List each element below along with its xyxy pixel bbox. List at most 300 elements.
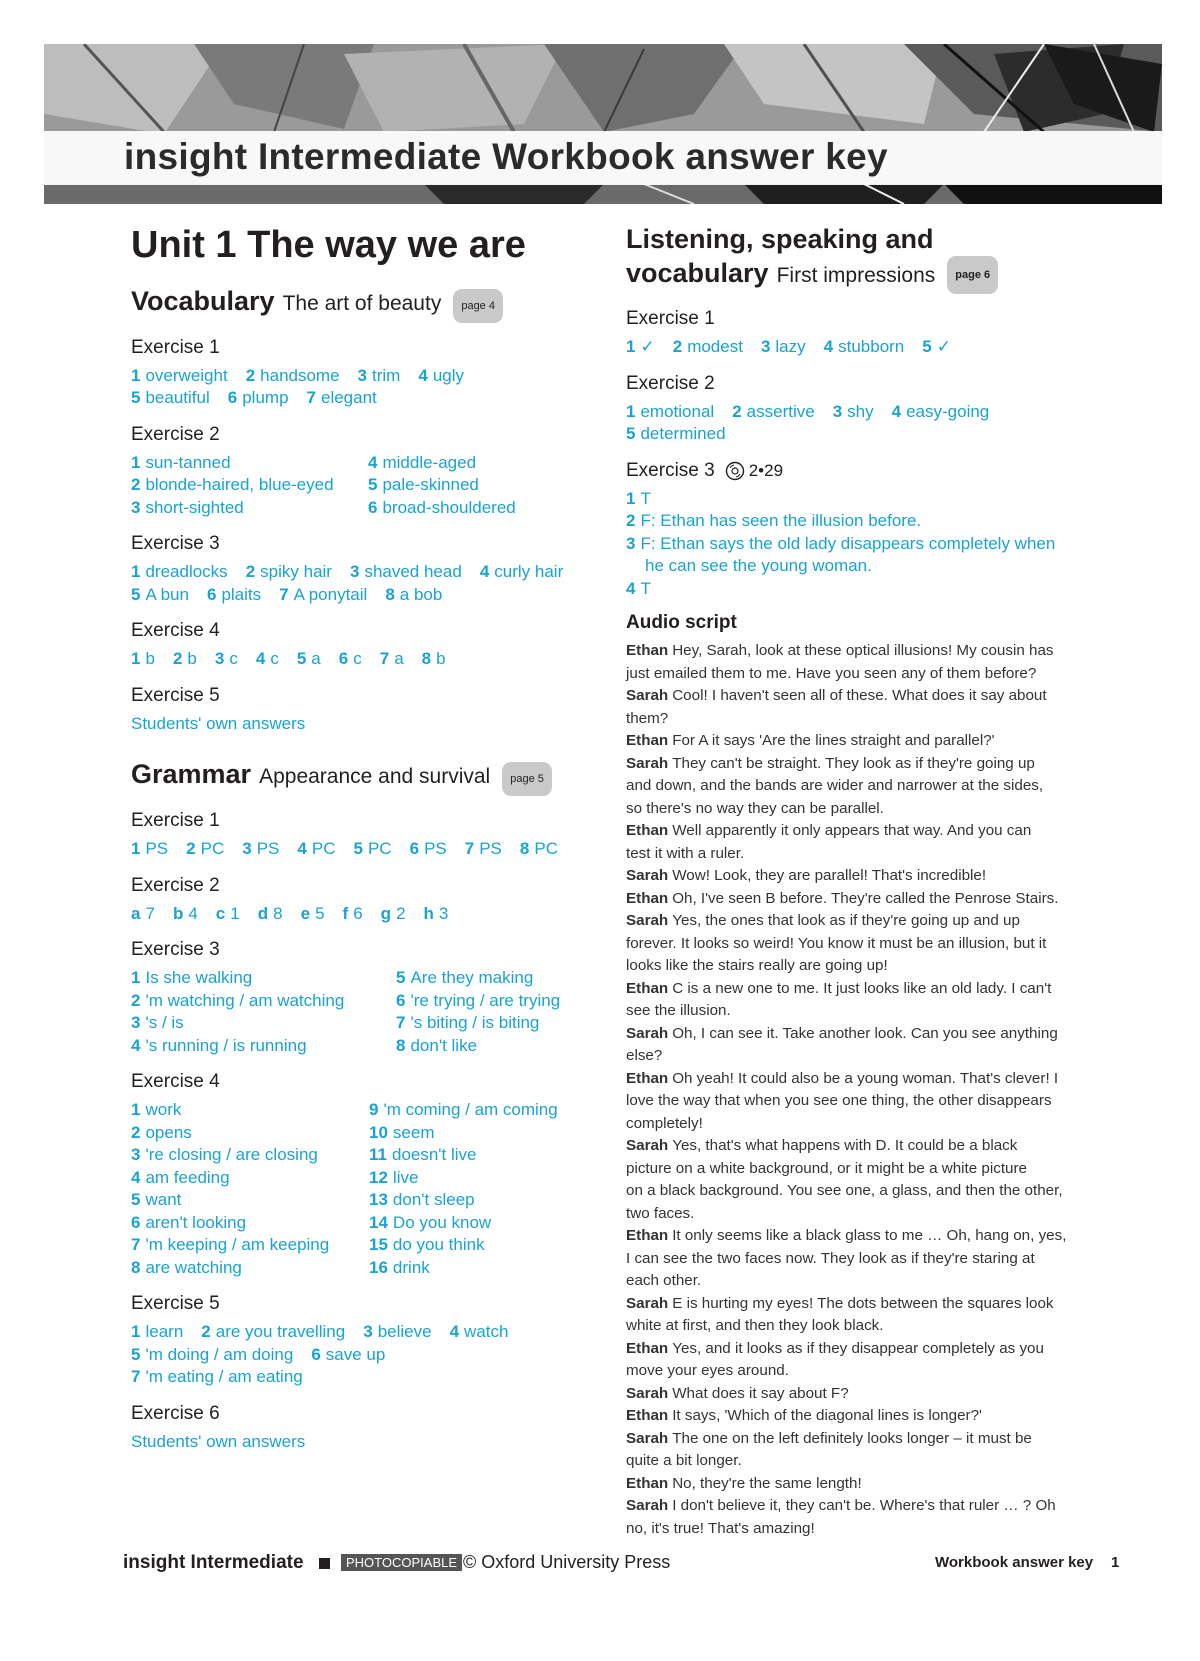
answer-number: d bbox=[257, 903, 269, 923]
speaker-name: Sarah bbox=[626, 867, 669, 884]
answer-line bbox=[396, 1035, 596, 1058]
answer-item bbox=[626, 402, 714, 421]
answer-number: 7 bbox=[306, 388, 316, 408]
answer-number: 1 bbox=[131, 968, 141, 988]
answer-line bbox=[369, 1212, 589, 1235]
audio-cd-icon bbox=[725, 461, 745, 481]
answer-line bbox=[368, 452, 588, 475]
answer-line bbox=[131, 1035, 396, 1058]
answer-line bbox=[131, 1122, 369, 1145]
answer-text: shy bbox=[847, 401, 874, 421]
exercise-title: Exercise 5 bbox=[131, 1293, 220, 1315]
answer-text: Students' own answers bbox=[131, 1431, 306, 1451]
exercise-title: Exercise 4 bbox=[131, 620, 220, 642]
answer-text: PC bbox=[200, 839, 225, 859]
answer-text: Students' own answers bbox=[131, 713, 306, 733]
answer-text: 2 bbox=[396, 903, 406, 923]
speech-text: just emailed them to me. Have you seen any of them before? bbox=[626, 664, 1037, 682]
answer-item bbox=[343, 904, 363, 923]
answer-number: 6 bbox=[206, 584, 217, 604]
answer-line bbox=[131, 1167, 369, 1190]
answer-number: a bbox=[131, 903, 141, 923]
answers-two-column bbox=[131, 967, 591, 1057]
answer-line bbox=[626, 578, 1086, 601]
speech-text: quite a bit longer. bbox=[626, 1452, 742, 1469]
answer-text: Do you know bbox=[392, 1212, 492, 1232]
answer-line bbox=[368, 497, 588, 520]
script-turn bbox=[626, 865, 1086, 888]
answer-text: shaved head bbox=[364, 562, 462, 582]
answer-item bbox=[131, 366, 228, 385]
answer-number: 1 bbox=[131, 649, 141, 669]
footer-brand: insight Intermediate bbox=[123, 1552, 304, 1573]
answers bbox=[131, 648, 591, 671]
answer-item bbox=[201, 1322, 345, 1341]
answer-text: 6 bbox=[353, 903, 363, 923]
answer-text: 3 bbox=[438, 903, 449, 923]
answer-number: b bbox=[172, 903, 184, 923]
answer-text: blonde-haired, blue-eyed bbox=[145, 475, 334, 495]
answer-line bbox=[131, 1144, 369, 1167]
answer-text: are watching bbox=[145, 1257, 242, 1277]
script-turn bbox=[626, 1293, 1086, 1338]
answer-line bbox=[369, 1122, 589, 1145]
answer-line bbox=[131, 967, 396, 990]
script-turn bbox=[626, 640, 1086, 685]
answer-item bbox=[131, 453, 231, 472]
answer-number: h bbox=[423, 903, 434, 923]
header-banner bbox=[44, 44, 1162, 204]
answer-number: 1 bbox=[131, 839, 141, 859]
answer-text: emotional bbox=[640, 401, 715, 421]
answer-item bbox=[369, 1123, 435, 1142]
answer-text: opens bbox=[145, 1122, 192, 1142]
answer-text: 're closing / are closing bbox=[145, 1145, 318, 1165]
answer-text: overweight bbox=[145, 365, 228, 385]
answer-text: beautiful bbox=[145, 388, 210, 408]
section-subtitle: First impressions bbox=[776, 264, 936, 288]
answers bbox=[626, 336, 1086, 359]
answer-text: pale-skinned bbox=[382, 475, 479, 495]
answer-number: 8 bbox=[131, 1257, 141, 1277]
speech-text: It says, 'Which of the diagonal lines is longer?' bbox=[672, 1407, 982, 1424]
answer-line bbox=[626, 488, 1086, 511]
answer-number: 7 bbox=[131, 1367, 141, 1387]
answer-text: middle-aged bbox=[382, 452, 477, 472]
answer-item bbox=[131, 388, 210, 407]
speaker-name: Sarah bbox=[626, 1384, 669, 1402]
answer-item bbox=[369, 1145, 477, 1164]
speaker-name: Sarah bbox=[626, 754, 669, 772]
answer-item bbox=[380, 649, 404, 668]
speech-text: love the way that when you see one thing, the other disappears bbox=[626, 1092, 1052, 1109]
answer-text: want bbox=[145, 1190, 182, 1210]
answer-number: 3 bbox=[760, 337, 771, 356]
speech-text: Yes, the ones that look as if they're going up and up bbox=[672, 912, 1020, 929]
speaker-name: Sarah bbox=[626, 1137, 669, 1154]
answer-number: 3 bbox=[214, 649, 225, 669]
answer-text: Is she walking bbox=[145, 968, 253, 988]
answer-item bbox=[131, 1013, 184, 1032]
exercise-title: Exercise 1 bbox=[626, 308, 715, 329]
answer-text: 'm coming / am coming bbox=[383, 1100, 558, 1120]
exercise-title: Exercise 1 bbox=[131, 810, 220, 832]
answer-number: 4 bbox=[255, 649, 266, 669]
left-column bbox=[131, 222, 591, 1453]
answer-number: 1 bbox=[131, 1322, 141, 1342]
speech-text: completely! bbox=[626, 1114, 703, 1132]
answer-number: 5 bbox=[296, 649, 307, 669]
answer-item bbox=[369, 1168, 418, 1187]
answer-item bbox=[131, 562, 228, 581]
answer-number: 2 bbox=[172, 649, 183, 669]
answer-number: 5 bbox=[922, 337, 932, 356]
answer-line bbox=[626, 401, 1086, 424]
answer-number: 2 bbox=[201, 1322, 211, 1342]
answer-text: doesn't live bbox=[391, 1145, 477, 1165]
answers-col-left bbox=[131, 1099, 369, 1279]
script-turn bbox=[626, 820, 1086, 865]
script-turn bbox=[626, 910, 1086, 978]
speech-text: Yes, and it looks as if they disappear completely as you bbox=[672, 1339, 1044, 1357]
answer-text: sun-tanned bbox=[145, 452, 231, 472]
audio-script-title: Audio script bbox=[626, 612, 737, 633]
answer-item bbox=[131, 1036, 307, 1055]
answer-item bbox=[131, 1367, 303, 1386]
answer-number: 4 bbox=[131, 1167, 141, 1187]
answer-item bbox=[673, 337, 743, 356]
section-title-line2: vocabulary bbox=[626, 258, 769, 289]
answer-text: handsome bbox=[260, 365, 340, 385]
answer-continuation: he can see the young woman. bbox=[645, 556, 872, 575]
answer-number: 2 bbox=[245, 365, 256, 385]
speaker-name: Sarah bbox=[626, 687, 669, 704]
speaker-name: Ethan bbox=[626, 732, 669, 749]
answer-number: 5 bbox=[626, 424, 636, 443]
answer-text: aren't looking bbox=[145, 1212, 247, 1232]
answer-item bbox=[131, 1123, 192, 1142]
answer-item bbox=[396, 1013, 539, 1032]
speaker-name: Sarah bbox=[626, 1294, 669, 1312]
answer-item bbox=[131, 1213, 246, 1232]
answer-number: 4 bbox=[823, 337, 834, 356]
answer-number: 14 bbox=[369, 1212, 388, 1232]
section-title: Vocabulary bbox=[131, 286, 275, 316]
answer-number: 5 bbox=[131, 584, 141, 604]
answer-item bbox=[350, 562, 462, 581]
answer-text: ugly bbox=[432, 365, 464, 385]
answer-text: plaits bbox=[221, 584, 262, 604]
answer-number: 7 bbox=[279, 584, 289, 604]
speech-text: looks like the stairs really are going up! bbox=[626, 957, 888, 974]
answer-item bbox=[626, 424, 726, 443]
answer-line bbox=[396, 967, 596, 990]
answer-item bbox=[301, 904, 325, 923]
speech-text: Cool! I haven't seen all of these. What does it say about bbox=[672, 687, 1047, 704]
answer-number: 5 bbox=[131, 1190, 141, 1210]
answer-text: c bbox=[229, 649, 238, 669]
answer-number: 9 bbox=[369, 1100, 379, 1120]
answer-text: F: Ethan says the old lady disappears completely when bbox=[640, 533, 1056, 553]
answer-text: PS bbox=[479, 839, 502, 859]
answer-item bbox=[131, 498, 244, 517]
speech-text: I can see the two faces now. They look as if they're staring at bbox=[626, 1249, 1035, 1267]
answer-text: 's running / is running bbox=[145, 1035, 307, 1055]
answer-number: 1 bbox=[626, 488, 636, 508]
answer-item bbox=[131, 991, 344, 1010]
answer-text: determined bbox=[640, 424, 726, 443]
answer-number: 6 bbox=[227, 388, 238, 408]
answer-number: 3 bbox=[349, 562, 360, 582]
exercise-title: Exercise 3 bbox=[131, 533, 220, 555]
answer-item bbox=[626, 511, 921, 530]
answer-line bbox=[131, 584, 591, 607]
speaker-name: Ethan bbox=[626, 1407, 669, 1424]
speech-text: see the illusion. bbox=[626, 1002, 731, 1019]
answer-text: ✓ bbox=[640, 337, 655, 356]
answer-text: spiky hair bbox=[260, 562, 332, 582]
answer-item bbox=[450, 1322, 509, 1341]
exercise-title: Exercise 3 bbox=[626, 459, 715, 481]
answer-item bbox=[131, 1145, 318, 1164]
answer-item bbox=[381, 904, 406, 923]
answer-number: 8 bbox=[396, 1035, 406, 1055]
answer-number: 4 bbox=[297, 839, 307, 859]
grammar-heading bbox=[131, 759, 591, 796]
answers-col-left bbox=[131, 967, 396, 1057]
answer-line bbox=[626, 423, 1086, 446]
answer-item bbox=[186, 839, 224, 858]
speech-text: Oh, I've seen B before. They're called the Penrose Stairs. bbox=[672, 889, 1059, 907]
answer-item bbox=[131, 839, 168, 858]
script-turn bbox=[626, 1068, 1086, 1136]
answer-number: 12 bbox=[369, 1167, 388, 1187]
answer-item bbox=[368, 475, 479, 494]
answer-text: 4 bbox=[188, 903, 198, 923]
answer-text: don't sleep bbox=[392, 1190, 475, 1210]
answer-number: 2 bbox=[672, 337, 683, 356]
answer-text: PC bbox=[534, 839, 558, 859]
answer-number: 4 bbox=[131, 1035, 141, 1055]
answer-item bbox=[422, 649, 446, 668]
answer-number: 3 bbox=[363, 1322, 373, 1342]
speech-text: The one on the left definitely looks longer – it must be bbox=[672, 1429, 1032, 1447]
answer-line bbox=[626, 510, 1086, 533]
answers bbox=[626, 488, 1086, 601]
answer-item bbox=[626, 579, 651, 598]
answer-item bbox=[922, 337, 951, 356]
answer-item bbox=[824, 337, 905, 356]
answer-line bbox=[131, 497, 368, 520]
answer-text: A ponytail bbox=[293, 584, 368, 604]
speech-text: It only seems like a black glass to me … Oh, hang on, yes, bbox=[672, 1227, 1067, 1244]
speaker-name: Ethan bbox=[626, 1339, 669, 1357]
section-title-line1: Listening, speaking and bbox=[626, 224, 934, 254]
answer-text: A bun bbox=[145, 584, 189, 604]
answer-item bbox=[369, 1190, 475, 1209]
answer-line bbox=[369, 1144, 589, 1167]
answer-line bbox=[131, 903, 591, 926]
speaker-name: Sarah bbox=[626, 912, 669, 929]
answer-text: dreadlocks bbox=[145, 562, 228, 582]
speaker-name: Sarah bbox=[626, 1429, 669, 1447]
answer-number: 4 bbox=[418, 365, 428, 385]
answer-number: 2 bbox=[131, 990, 141, 1010]
answer-item bbox=[396, 1036, 477, 1055]
answer-number: 2 bbox=[245, 562, 256, 582]
answers bbox=[131, 561, 591, 606]
answer-number: 15 bbox=[369, 1235, 388, 1255]
answer-number: 8 bbox=[385, 584, 395, 604]
answer-number: 3 bbox=[131, 497, 141, 517]
answer-number: g bbox=[380, 903, 392, 923]
answer-text: save up bbox=[325, 1344, 386, 1364]
answer-text: b bbox=[187, 649, 197, 669]
answer-line bbox=[131, 1344, 591, 1367]
answers-two-column bbox=[131, 1099, 591, 1279]
answer-item bbox=[131, 475, 334, 494]
speech-text: Well apparently it only appears that way. And you can bbox=[672, 822, 1032, 839]
answer-text: am feeding bbox=[145, 1167, 230, 1187]
answer-number: 7 bbox=[464, 839, 475, 859]
answers-col-right bbox=[368, 452, 588, 520]
speech-text: white at first, and then they look black. bbox=[626, 1317, 884, 1334]
answer-text: plump bbox=[242, 388, 289, 408]
speech-text: else? bbox=[626, 1047, 663, 1064]
vocabulary-heading bbox=[131, 286, 591, 323]
speech-text: Oh yeah! It could also be a young woman. That's clever! I bbox=[672, 1069, 1059, 1087]
answer-text: seem bbox=[392, 1122, 435, 1142]
answer-number: 4 bbox=[449, 1322, 460, 1342]
answer-line bbox=[396, 990, 596, 1013]
answer-item bbox=[385, 585, 442, 604]
answer-number: 6 bbox=[396, 990, 406, 1010]
exercise-title: Exercise 1 bbox=[131, 336, 220, 358]
answer-item bbox=[131, 1235, 329, 1254]
answer-number: 1 bbox=[131, 452, 141, 472]
exercise-title: Exercise 2 bbox=[131, 874, 220, 896]
answer-item bbox=[207, 585, 261, 604]
answer-text: PC bbox=[367, 839, 392, 859]
answer-text: T bbox=[640, 578, 651, 598]
speech-text: Hey, Sarah, look at these optical illusions! My cousin has bbox=[672, 642, 1054, 659]
speaker-name: Ethan bbox=[626, 979, 669, 997]
answer-number: 2 bbox=[131, 475, 141, 495]
speech-text: and down, and the bands are wider and narrower at the sides, bbox=[626, 777, 1044, 794]
answers bbox=[626, 401, 1086, 446]
answer-item bbox=[131, 1190, 181, 1209]
answer-line bbox=[369, 1189, 589, 1212]
answer-item bbox=[215, 649, 238, 668]
answer-item bbox=[424, 904, 449, 923]
answer-text: 7 bbox=[145, 903, 155, 923]
answer-number: 7 bbox=[131, 1235, 141, 1255]
speaker-name: Ethan bbox=[626, 1474, 669, 1492]
speech-text: forever. It looks so weird! You know it must be an illusion, but it bbox=[626, 934, 1047, 952]
answer-item bbox=[339, 649, 362, 668]
speech-text: They can't be straight. They look as if they're going up bbox=[672, 754, 1035, 772]
answer-item bbox=[626, 534, 1055, 553]
answer-line bbox=[131, 387, 591, 410]
answer-item bbox=[396, 991, 560, 1010]
answer-line bbox=[131, 452, 368, 475]
answer-item bbox=[131, 649, 155, 668]
answer-item bbox=[369, 1235, 485, 1254]
answer-item bbox=[892, 402, 990, 421]
speech-text: For A it says 'Are the lines straight and parallel?' bbox=[672, 732, 995, 749]
answer-item bbox=[131, 1258, 242, 1277]
page-tag: page 5 bbox=[502, 762, 552, 796]
answer-item bbox=[626, 337, 655, 356]
answer-item bbox=[131, 1322, 183, 1341]
answer-number: f bbox=[342, 903, 349, 923]
answer-number: c bbox=[215, 903, 226, 923]
answer-text: watch bbox=[464, 1322, 509, 1342]
answer-text: believe bbox=[377, 1322, 432, 1342]
page-title: insight Intermediate Workbook answer key bbox=[124, 136, 888, 177]
speech-text: no, it's true! That's amazing! bbox=[626, 1519, 815, 1537]
answer-text: F: Ethan has seen the illusion before. bbox=[640, 511, 922, 530]
answer-text: assertive bbox=[746, 401, 815, 421]
page-number: 1 bbox=[1111, 1554, 1120, 1571]
page-tag: page 4 bbox=[453, 289, 503, 323]
answer-line bbox=[131, 990, 396, 1013]
answer-text: Are they making bbox=[410, 968, 534, 988]
answer-number: 8 bbox=[421, 649, 432, 669]
answer-number: 1 bbox=[131, 1100, 141, 1120]
section-title: Grammar bbox=[131, 759, 252, 790]
answer-item bbox=[358, 366, 401, 385]
script-turn bbox=[626, 685, 1086, 730]
answer-line bbox=[131, 365, 591, 388]
answer-item bbox=[369, 1213, 491, 1232]
answer-number: 1 bbox=[131, 365, 141, 385]
answer-number: 5 bbox=[368, 475, 378, 495]
answer-item bbox=[761, 337, 806, 356]
answer-number: 3 bbox=[832, 401, 843, 421]
answers-two-column bbox=[131, 452, 591, 520]
exercise-title: Exercise 6 bbox=[131, 1402, 220, 1424]
speech-text: C is a new one to me. It just looks like an old lady. I can't bbox=[672, 979, 1052, 997]
answer-number: 3 bbox=[626, 533, 636, 553]
answer-item bbox=[258, 904, 283, 923]
script-turn bbox=[626, 1135, 1086, 1225]
exercise-title-with-audio bbox=[626, 460, 1086, 482]
answer-text: don't like bbox=[410, 1035, 478, 1055]
answer-line bbox=[131, 1212, 369, 1235]
answer-item bbox=[833, 402, 874, 421]
answer-item bbox=[131, 968, 252, 987]
speaker-name: Sarah bbox=[626, 1024, 669, 1042]
script-turn bbox=[626, 978, 1086, 1023]
script-turn bbox=[626, 1225, 1086, 1293]
answer-item bbox=[418, 366, 464, 385]
exercise-title: Exercise 3 bbox=[131, 939, 220, 961]
answer-number: 4 bbox=[368, 452, 378, 472]
answer-text: 's biting / is biting bbox=[410, 1013, 540, 1033]
speaker-name: Ethan bbox=[626, 822, 669, 839]
answer-line bbox=[131, 561, 591, 584]
script-turn bbox=[626, 1405, 1086, 1428]
footer-section: Workbook answer key bbox=[935, 1554, 1094, 1571]
answer-item bbox=[520, 839, 558, 858]
speaker-name: Ethan bbox=[626, 1069, 669, 1087]
exercise-title: Exercise 5 bbox=[131, 684, 220, 706]
answer-text: 1 bbox=[230, 903, 240, 923]
answer-line bbox=[131, 474, 368, 497]
speech-text: Yes, that's what happens with D. It could be a black bbox=[672, 1137, 1018, 1154]
speech-text: them? bbox=[626, 709, 669, 727]
